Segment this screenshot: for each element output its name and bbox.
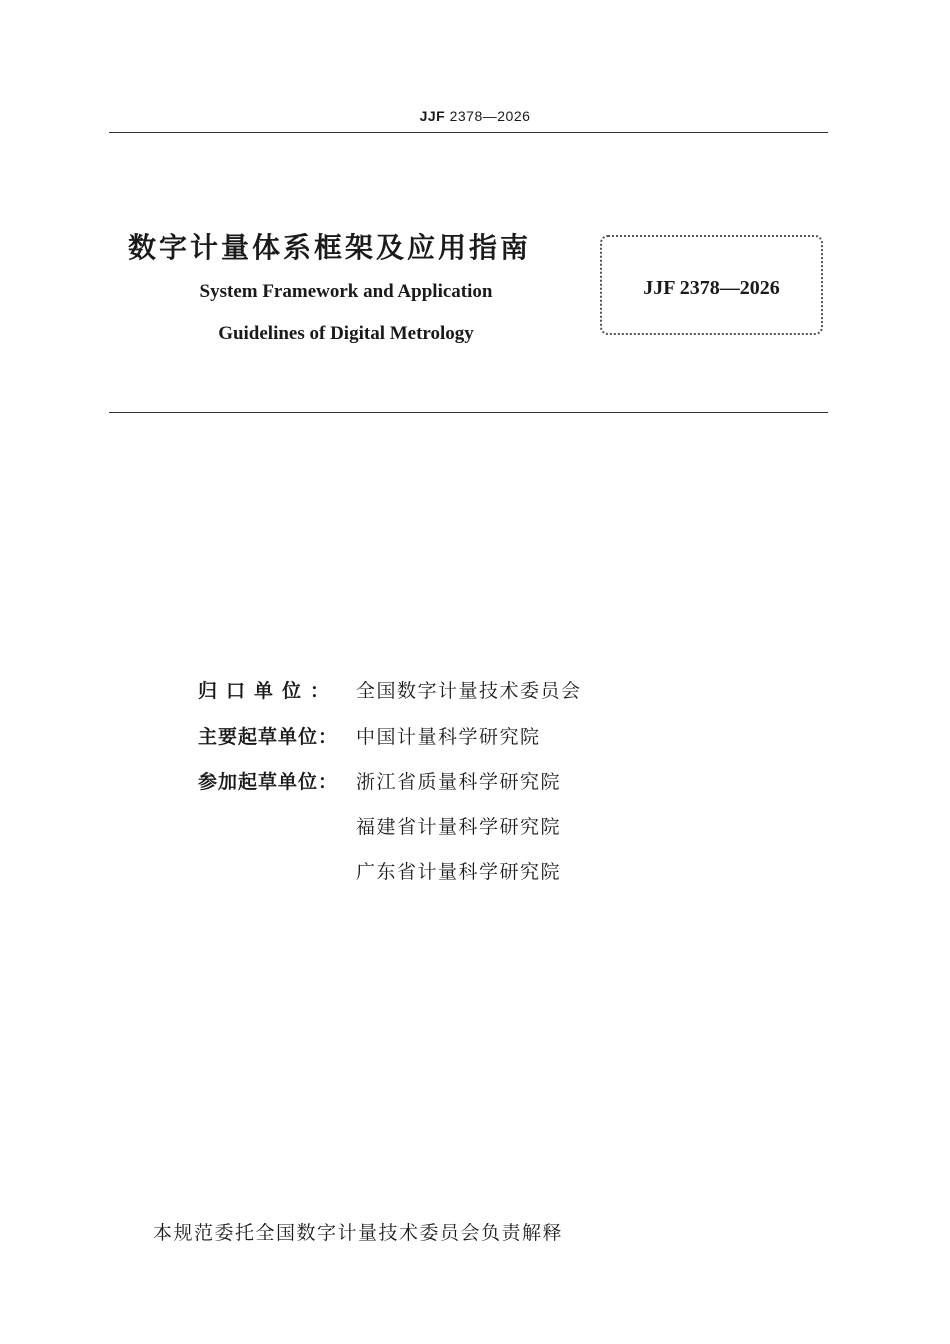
header-code-prefix: JJF <box>419 108 446 124</box>
drafting-unit-label: 主要起草单位： <box>198 726 339 748</box>
participating-unit-row <box>198 767 561 794</box>
participating-unit-label: 参加起草单位： <box>198 771 339 793</box>
header-divider <box>109 132 828 133</box>
standard-code-box <box>600 235 823 335</box>
header-code-number: 2378—2026 <box>449 108 531 124</box>
participating-unit-value: 广东省计量科学研究院 <box>356 861 562 883</box>
title-english-line1: System Framework and Application <box>199 281 493 302</box>
standard-code-text: JJF 2378—2026 <box>643 277 780 299</box>
responsible-unit-label: 归口单位： <box>198 680 339 702</box>
title-chinese: 数字计量体系框架及应用指南 <box>128 231 532 264</box>
drafting-unit-value: 中国计量科学研究院 <box>356 726 541 748</box>
responsible-unit-row <box>198 676 582 703</box>
drafting-unit-row <box>198 722 541 749</box>
participating-unit-value: 浙江省质量科学研究院 <box>356 771 562 793</box>
title-divider <box>109 412 828 413</box>
interpretation-note: 本规范委托全国数字计量技术委员会负责解释 <box>153 1222 564 1244</box>
header-standard-code <box>0 108 950 124</box>
responsible-unit-value: 全国数字计量技术委员会 <box>356 680 582 702</box>
title-english-line2: Guidelines of Digital Metrology <box>218 323 474 344</box>
participating-unit-value: 福建省计量科学研究院 <box>356 816 562 838</box>
